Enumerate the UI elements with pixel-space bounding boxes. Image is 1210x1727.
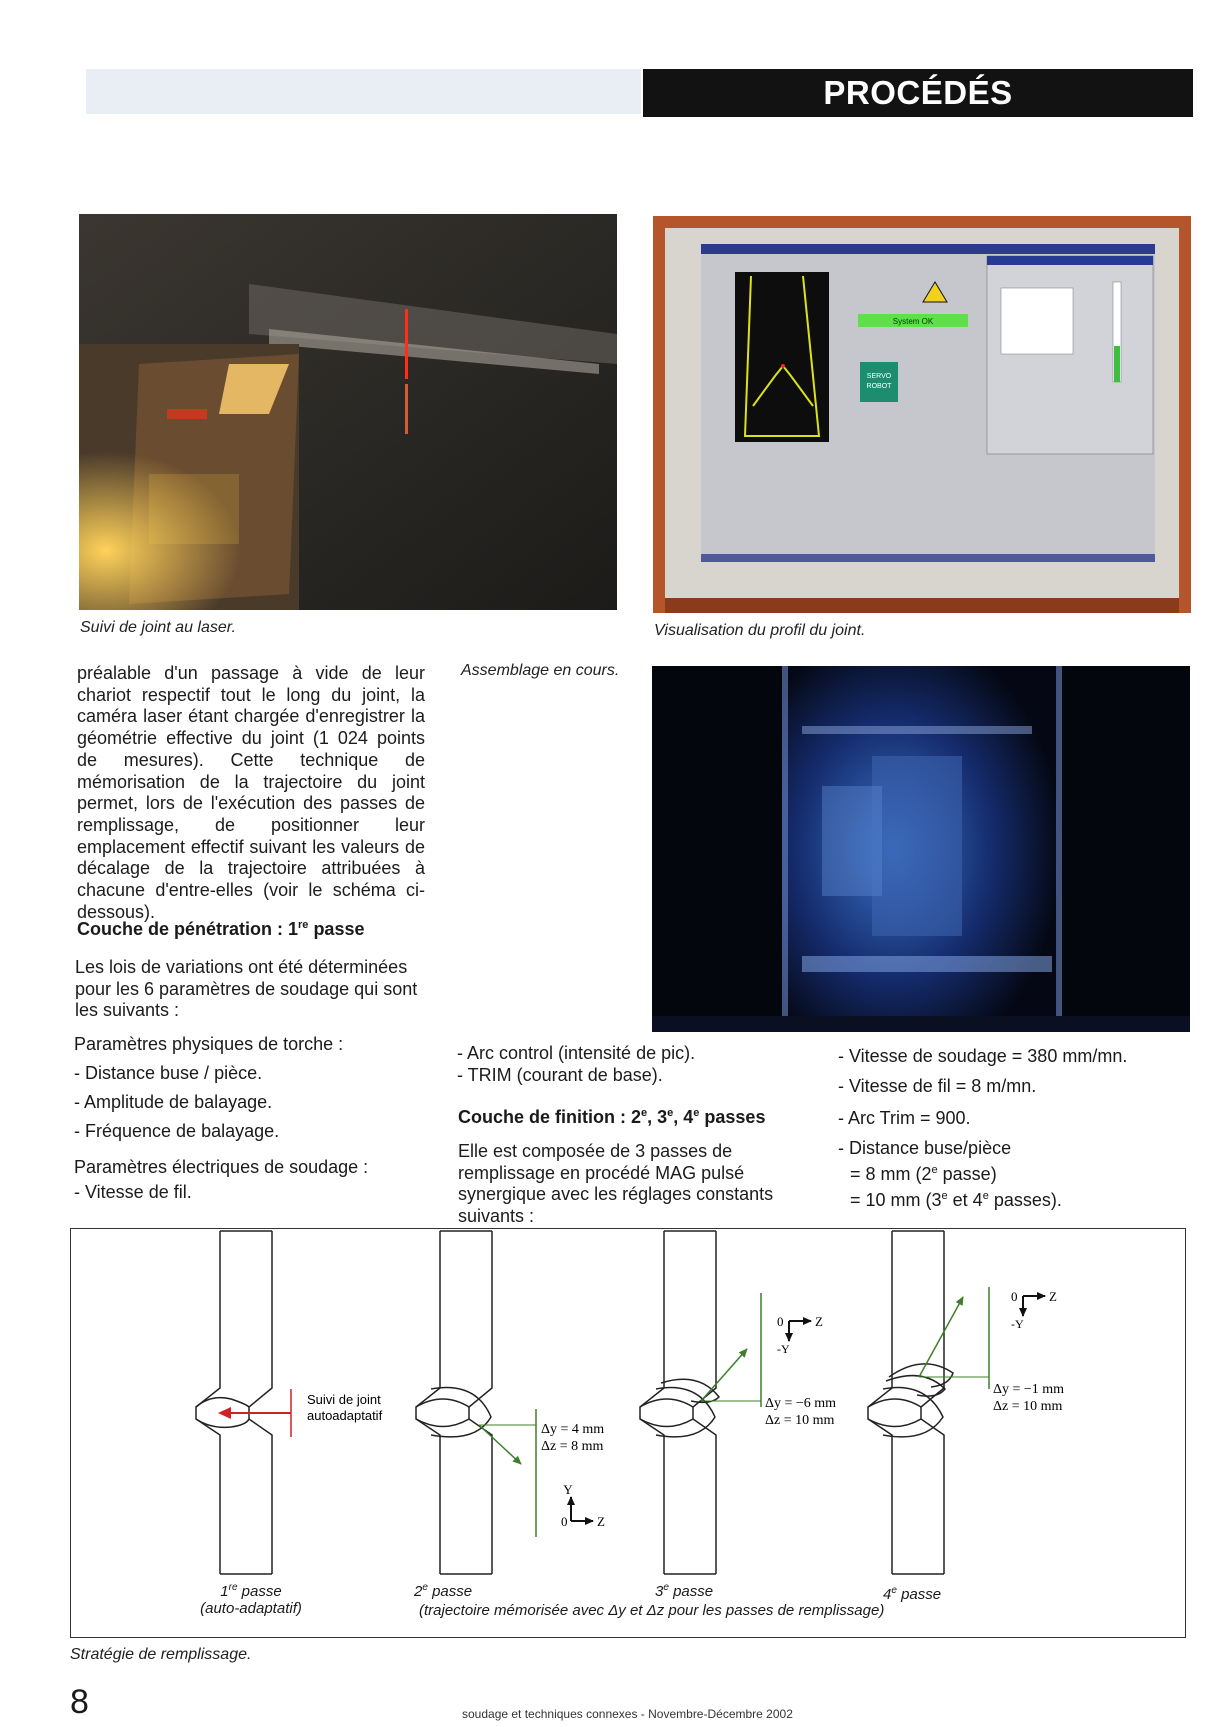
caption-laser: Suivi de joint au laser. [80, 619, 236, 636]
pass4-dy: Δy = −1 mm [993, 1382, 1065, 1397]
col3-line-2: - Vitesse de fil = 8 m/mn. [838, 1076, 1037, 1096]
pass3-vector [701, 1349, 747, 1401]
passes-note: (trajectoire mémorisée avec Δy et Δz pour les passes de remplissage) [419, 1602, 885, 1619]
pass3-dy: Δy = −6 mm [765, 1396, 837, 1411]
screen-logo-1: SERVO [866, 373, 892, 380]
phys-item-3: - Fréquence de balayage. [74, 1121, 280, 1141]
pass2-sup: e [422, 1582, 428, 1593]
axis-triad-pass3 [789, 1321, 811, 1341]
col2-heading [458, 1107, 765, 1128]
plate-pass-2 [416, 1231, 492, 1574]
col3-l6b: et 4 [947, 1190, 983, 1210]
col3-l6a: = 10 mm (3 [850, 1190, 942, 1210]
col1-heading-end: passe [308, 919, 365, 939]
section-title: PROCÉDÉS [823, 74, 1013, 111]
assembly-photo [652, 666, 1190, 1032]
header-ghost-band [86, 69, 641, 114]
col1-intro: Les lois de variations ont été déterminées pour les 6 paramètres de soudage qui sont les suivants : [75, 957, 418, 1021]
pass3-num: 3 [655, 1583, 664, 1600]
axis-negy-label-3: -Y [777, 1342, 790, 1356]
axis-origin-2: 0 [561, 1514, 568, 1529]
page-number: 8 [70, 1683, 89, 1721]
col3-l5a: = 8 mm (2 [850, 1164, 932, 1184]
col2-heading-c: , 4 [673, 1107, 694, 1127]
col1-heading-text: Couche de pénétration : 1 [77, 919, 299, 939]
phys-item-2: - Amplitude de balayage. [74, 1092, 273, 1112]
axis-triad-pass2 [571, 1497, 593, 1521]
laser-photo [79, 214, 617, 610]
pass3-word: passe [668, 1583, 714, 1600]
pass2-word: passe [427, 1583, 473, 1600]
plate-pass-4 [868, 1231, 953, 1574]
col2-heading-s2: e [667, 1107, 674, 1119]
caption-profile: Visualisation du profil du joint. [654, 622, 866, 639]
section-header [643, 69, 1193, 117]
phys-title: Paramètres physiques de torche : [74, 1034, 344, 1054]
col2-block [457, 1043, 817, 1086]
col3-line-3: - Arc Trim = 900. [838, 1108, 971, 1128]
col2-heading-a: Couche de finition : 2 [458, 1107, 641, 1127]
col3-line-1: - Vitesse de soudage = 380 mm/mn. [838, 1046, 1128, 1066]
col2-paragraph: Elle est composée de 3 passes de remplissage en procédé MAG pulsé synergique avec les réglages constants suivants : [458, 1141, 774, 1227]
axis-negy-label-4: -Y [1011, 1317, 1024, 1331]
pass3-label [655, 1582, 713, 1600]
col2-item-2: - TRIM (courant de base). [457, 1064, 663, 1085]
col3-l6s2: e [982, 1190, 989, 1202]
pass4-dz: Δz = 10 mm [993, 1399, 1063, 1414]
pass2-label [414, 1582, 472, 1600]
col2-item-1: - Arc control (intensité de pic). [457, 1043, 696, 1063]
col1-paragraph: préalable d'un passage à vide de leur chariot respectif tout le long du joint, la caméra laser étant chargée d'enregistrer la géométrie effective du joint (1 024 points de mesures). Cette technique de mémorisation de la trajectoire du joint permet, lors de l'exécution des passes de remplissage, de positionner leur emplacement effectif suivant les valeurs de décalage de la trajectoire attribuées à chacune d'entre-elles (voir le schéma ci-dessous). [77, 663, 425, 922]
filling-strategy-figure [70, 1228, 1186, 1638]
axis-origin-4: 0 [1011, 1289, 1018, 1304]
strategy-diagram [71, 1229, 1185, 1637]
axis-z-label-4: Z [1049, 1289, 1057, 1304]
tracking-label-1: Suivi de joint [307, 1392, 381, 1407]
col3-l6c: passes). [988, 1190, 1062, 1210]
col3-block [838, 1042, 1188, 1211]
col2-heading-s1: e [641, 1107, 648, 1119]
col3-line-4: - Distance buse/pièce [838, 1138, 1012, 1158]
pass4-label [883, 1585, 941, 1603]
pass3-dz: Δz = 10 mm [765, 1413, 835, 1428]
pass4-sup: e [891, 1585, 897, 1596]
pass1-label [171, 1582, 331, 1617]
col1-phys-block [74, 1030, 434, 1204]
col2-heading-d: passes [699, 1107, 766, 1127]
profile-photo [653, 216, 1191, 613]
tracking-label-2: autoadaptatif [307, 1408, 383, 1423]
col3-l5b: passe) [937, 1164, 997, 1184]
caption-strategy: Stratégie de remplissage. [70, 1646, 252, 1663]
pass1-word: passe [237, 1583, 282, 1600]
axis-triad-pass4 [1023, 1296, 1045, 1316]
col3-line-6 [838, 1185, 1188, 1211]
pass3-sup: e [663, 1582, 669, 1593]
col2-heading-b: , 3 [647, 1107, 668, 1127]
axis-origin-3: 0 [777, 1314, 784, 1329]
col3-l6s: e [941, 1190, 948, 1202]
phys-item-1: - Distance buse / pièce. [74, 1063, 263, 1083]
elec-item-1: - Vitesse de fil. [74, 1182, 192, 1202]
pass2-vector [479, 1425, 521, 1464]
pass2-dz: Δz = 8 mm [541, 1439, 604, 1454]
plate-pass-1 [196, 1231, 272, 1574]
screen-logo-2: ROBOT [866, 383, 892, 390]
col2-heading-s3: e [693, 1107, 700, 1119]
pass4-word: passe [896, 1586, 942, 1603]
screen-status: System OK [892, 317, 934, 326]
axis-z-label-2: Z [597, 1514, 605, 1529]
elec-title: Paramètres électriques de soudage : [74, 1157, 369, 1177]
pass2-dy: Δy = 4 mm [541, 1422, 605, 1437]
pass1-num: 1 [220, 1583, 229, 1600]
col3-line-5 [838, 1159, 1188, 1185]
pass1-sup: re [228, 1582, 238, 1593]
col1-heading [77, 919, 364, 940]
axis-y-label: Y [563, 1482, 573, 1497]
pass4-vector [919, 1297, 963, 1377]
pass4-num: 4 [883, 1586, 892, 1603]
plate-pass-3 [640, 1231, 719, 1574]
axis-z-label-3: Z [815, 1314, 823, 1329]
caption-assembly: Assemblage en cours. [461, 662, 620, 679]
col3-l5s: e [931, 1164, 938, 1176]
col1-heading-sup: re [298, 919, 309, 931]
footer-source: soudage et techniques connexes - Novembre-Décembre 2002 [462, 1707, 793, 1721]
pass2-num: 2 [414, 1583, 423, 1600]
pass1-note: (auto-adaptatif) [200, 1600, 302, 1617]
